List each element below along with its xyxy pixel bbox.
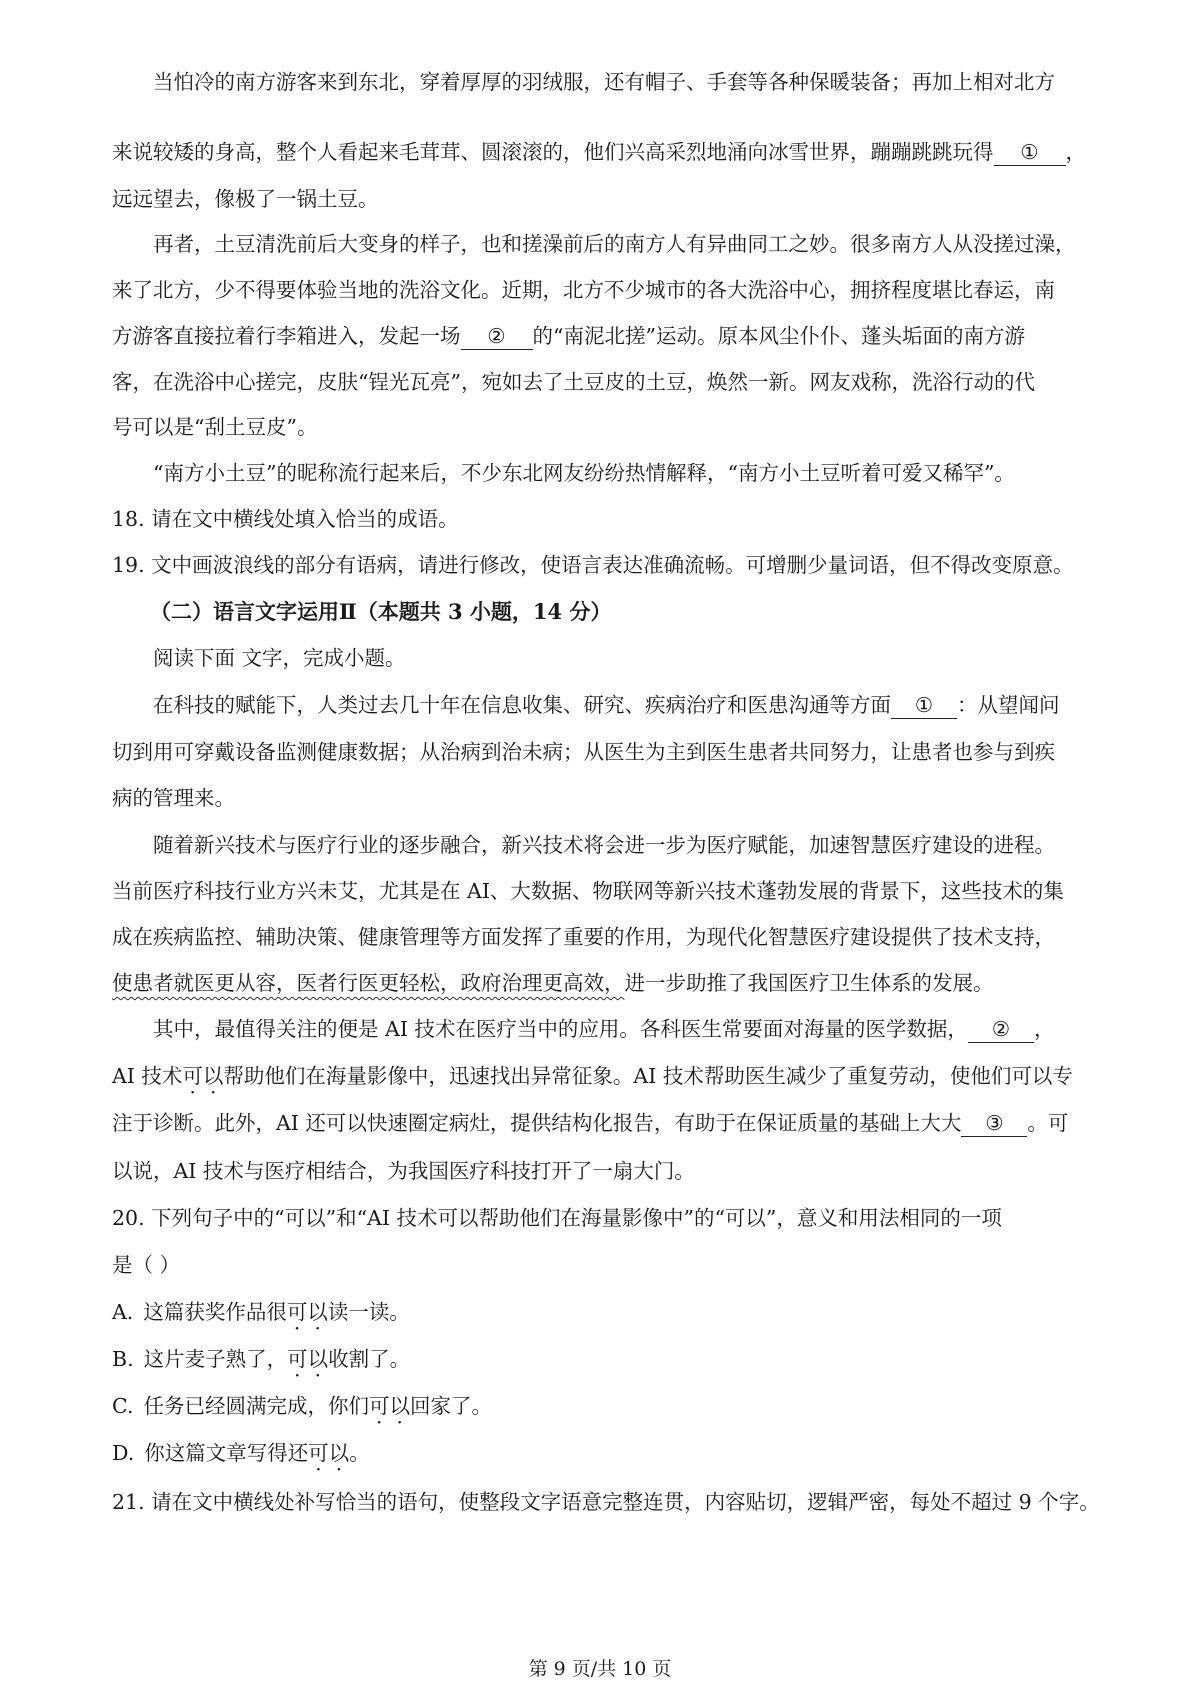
passage2-line: [112, 1061, 1073, 1091]
text: 。: [349, 1441, 370, 1465]
wavy-underlined-text: 使患者就医更从容，医者行医更轻松，政府治理更高效，: [112, 971, 625, 995]
text: 阅读下面 文字，完成小题。: [153, 646, 406, 670]
passage2-line: [112, 922, 1055, 952]
text: （二）语言文字运用Ⅱ（本题共 3 小题，14 分）: [150, 599, 612, 624]
text: 在科技的赋能下，人类过去几十年在信息收集、研究、疾病治疗和医患沟通等方面: [153, 693, 891, 717]
text: 是（ ）: [112, 1253, 181, 1277]
text: 随着新兴技术与医疗行业的逐步融合，新兴技术将会进一步为医疗赋能，加速智慧医疗建设的进程。: [153, 833, 1055, 857]
dotted-char: 以: [328, 1441, 350, 1465]
answer-blank-2[interactable]: ②: [461, 323, 533, 350]
text: 的“南泥北搓”运动。原本风尘仆仆、蓬头垢面的南方游: [532, 324, 1025, 348]
text: “南方小土豆”的昵称流行起来后，不少东北网友纷纷热情解释，“南方小土豆听着可爱又稀罕”。: [153, 461, 1015, 485]
text: 当怕冷的南方游客来到东北，穿着厚厚的羽绒服，还有帽子、手套等各种保暖装备；再加上相对北方: [153, 70, 1055, 94]
text: ，: [1065, 140, 1086, 164]
page-footer: 第 9 页/共 10 页: [528, 1658, 672, 1680]
passage2-line: [112, 876, 1064, 906]
passage1-line: [112, 412, 317, 442]
passage2-line: [153, 1014, 1054, 1044]
question-20-stem: [112, 1203, 1002, 1233]
passage2-line: [112, 968, 994, 998]
text: ：从望闻问: [957, 693, 1060, 717]
option-d[interactable]: [112, 1438, 370, 1468]
passage2-line: [112, 1108, 1068, 1138]
text: 再者，土豆清洗前后大变身的样子，也和搓澡前后的南方人有异曲同工之妙。很多南方人从没搓过澡，: [153, 232, 1076, 256]
text: 收割了。: [328, 1347, 411, 1371]
dotted-char: 可: [368, 1394, 390, 1418]
dotted-char: 以: [307, 1347, 329, 1371]
option-a[interactable]: [112, 1297, 410, 1327]
text: 来说较矮的身高，整个人看起来毛茸茸、圆滚滚的，他们兴高采烈地涌向冰雪世界，蹦蹦跳跳玩得: [112, 140, 994, 164]
text: 号可以是“刮土豆皮”。: [112, 415, 318, 439]
passage1-line: [112, 321, 1025, 351]
text: 进一步助推了我国医疗卫生体系的发展。: [624, 971, 994, 995]
passage2-line: [112, 737, 1055, 767]
text: 切到用可穿戴设备监测健康数据；从治病到治未病；从医生为主到医生患者共同努力，让患者也参与到疾: [112, 740, 1055, 764]
text: 客，在洗浴中心搓完，皮肤“锃光瓦亮”，宛如去了土豆皮的土豆，焕然一新。网友戏称，洗浴行动的代: [112, 370, 1035, 394]
passage1-line: [112, 184, 379, 214]
option-label: B.: [112, 1347, 134, 1371]
passage2-line: [153, 830, 1055, 860]
text: 你这篇文章写得还: [144, 1441, 309, 1465]
question-21: [112, 1487, 1100, 1517]
option-label: D.: [112, 1441, 135, 1465]
text: 读一读。: [327, 1300, 410, 1324]
passage2-line: [112, 783, 235, 813]
passage1-line: [153, 229, 1076, 259]
text: 这篇获奖作品很: [143, 1300, 287, 1324]
passage1-line: [153, 458, 1015, 488]
text: 这片麦子熟了，: [143, 1347, 288, 1371]
option-c[interactable]: [112, 1391, 492, 1421]
answer-blank-1[interactable]: ①: [891, 692, 957, 719]
passage2-line: [112, 1156, 695, 1186]
text: 帮助他们在海量影像中，迅速找出异常征象。AI 技术帮助医生减少了重复劳动，使他们可以专: [223, 1064, 1073, 1088]
option-label: C.: [112, 1394, 134, 1418]
text: 回家了。: [409, 1394, 492, 1418]
text: 当前医疗科技行业方兴未艾，尤其是在 AI、大数据、物联网等新兴技术蓬勃发展的背景下，这些技术的集: [112, 879, 1064, 903]
text: 。可: [1027, 1111, 1069, 1135]
read-instruction: [153, 643, 406, 673]
text: 18. 请在文中横线处填入恰当的成语。: [112, 507, 459, 531]
passage1-line: [153, 67, 1055, 97]
text: 来了北方，少不得要体验当地的洗浴文化。近期，北方不少城市的各大洗浴中心，拥挤程度堪比春运，南: [112, 278, 1055, 302]
option-b[interactable]: [112, 1344, 410, 1374]
text: 其中，最值得关注的便是 AI 技术在医疗当中的应用。各科医生常要面对海量的医学数据，: [153, 1017, 968, 1041]
text: 病的管理来。: [112, 786, 235, 810]
dotted-char: 可: [308, 1441, 329, 1465]
text: 注于诊断。此外，AI 还可以快速圈定病灶，提供结构化报告，有助于在保证质量的基础上大大: [112, 1111, 962, 1135]
question-18: [112, 504, 459, 534]
text: 成在疾病监控、辅助决策、健康管理等方面发挥了重要的作用，为现代化智慧医疗建设提供了技术支持，: [112, 925, 1055, 949]
answer-blank-2[interactable]: ②: [968, 1016, 1034, 1043]
text: 以说，AI 技术与医疗相结合，为我国医疗科技打开了一扇大门。: [112, 1159, 695, 1183]
text: 20. 下列句子中的“可以”和“AI 技术可以帮助他们在海量影像中”的“可以”，意义和用法相同的一项: [112, 1206, 1002, 1230]
dotted-char: 可: [182, 1064, 203, 1088]
text: 任务已经圆满完成，你们: [143, 1394, 369, 1418]
text: AI 技术: [112, 1064, 183, 1088]
question-19: [112, 550, 1074, 580]
dotted-char: 以: [389, 1394, 410, 1418]
answer-blank-1[interactable]: ①: [994, 139, 1066, 166]
question-20-stem: [112, 1250, 180, 1280]
text: 方游客直接拉着行李箱进入，发起一场: [112, 324, 461, 348]
passage1-line: [112, 367, 1035, 397]
passage1-line: [112, 137, 1086, 167]
option-label: A.: [112, 1300, 134, 1324]
dotted-char: 以: [202, 1064, 224, 1088]
text: 远远望去，像极了一锅土豆。: [112, 187, 379, 211]
dotted-char: 以: [307, 1300, 328, 1324]
text: 21. 请在文中横线处补写恰当的语句，使整段文字语意完整连贯，内容贴切，逻辑严密，每处不超过 9 个字。: [112, 1490, 1100, 1514]
answer-blank-3[interactable]: ③: [961, 1110, 1027, 1137]
passage1-line: [112, 275, 1055, 305]
dotted-char: 可: [287, 1347, 308, 1371]
text: 19. 文中画波浪线的部分有语病，请进行修改，使语言表达准确流畅。可增删少量词语，但不得改变原意。: [112, 553, 1074, 577]
dotted-char: 可: [286, 1300, 308, 1324]
section-heading: [150, 597, 611, 627]
text: ，: [1033, 1017, 1055, 1041]
passage2-line: [153, 690, 1060, 720]
